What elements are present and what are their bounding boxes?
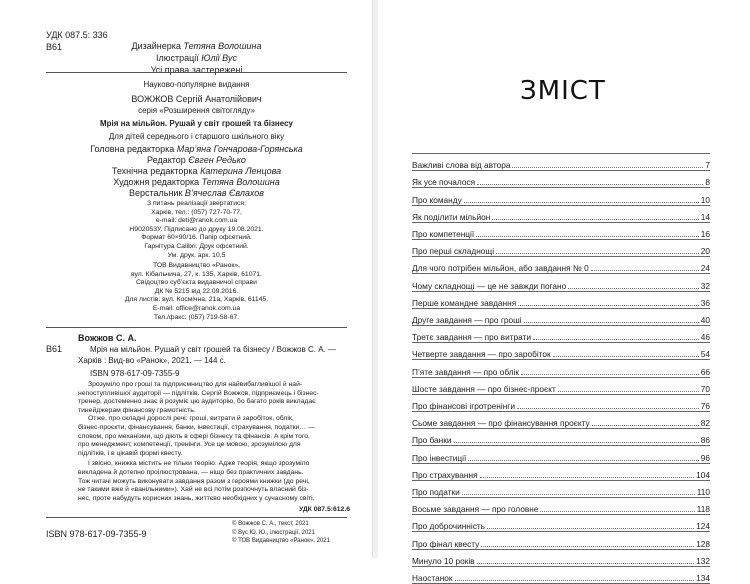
toc-entry[interactable] xyxy=(412,394,710,411)
toc-entry[interactable] xyxy=(412,153,710,170)
toc-entry-page: 7 xyxy=(705,160,710,171)
toc-entry-label: Сьоме завдання — про фінансування проєкту xyxy=(412,418,590,429)
toc-entry-label: Восьме завдання — про головне xyxy=(412,504,539,515)
credit-illustrations: Ілюстрації Юлії Вус xyxy=(156,53,237,63)
toc-leader-dots xyxy=(464,202,699,203)
udk-bottom: УДК 087.5:612.6 xyxy=(298,506,350,513)
toc-entry-page: 16 xyxy=(700,228,710,239)
toc-entry[interactable] xyxy=(412,291,710,308)
toc-leader-dots xyxy=(487,528,694,529)
toc-entry[interactable] xyxy=(412,428,710,445)
toc-entry-page: 24 xyxy=(700,263,710,274)
catalog-text-1: Мрія на мільйон. Рушай у світ грошей та бізнесу / Вожжов С. А. — xyxy=(90,345,336,354)
publisher-info: ТОВ Видавництво «Ранок», вул. Кібальчича, 27, к. 135, Харків, 61071. Свідоцтво суб’єкта видавничої справи ДК № 5215 від 22.09.2016. Для листів: вул. Космічна, 21а, Харків, 61145. E-mail: office@ranok.com.ua Тел./факс: (057) 719-58-67. xyxy=(124,262,269,321)
toc-leader-dots xyxy=(455,580,695,581)
toc-entry[interactable] xyxy=(412,514,710,531)
toc-entry[interactable] xyxy=(412,549,710,566)
toc-leader-dots xyxy=(512,167,703,168)
toc-entry-label: Важливі слова від автора xyxy=(412,160,511,171)
toc-leader-dots xyxy=(558,391,699,392)
toc-entry-label: Перше командне завдання xyxy=(412,297,517,308)
toc-entry-page: 104 xyxy=(696,469,710,480)
divider xyxy=(46,327,347,328)
toc-leader-dots xyxy=(591,270,699,271)
toc-entry-page: 82 xyxy=(700,418,710,429)
toc-entry-page: 54 xyxy=(700,349,710,360)
imprint-page xyxy=(0,0,372,558)
catalog-isbn: ISBN 978-617-09-7355-9 xyxy=(90,369,180,378)
toc-leader-dots xyxy=(492,219,698,220)
technical-editor: Технічна редакторка Катерина Ленцова xyxy=(111,166,282,176)
toc-entry[interactable] xyxy=(412,411,710,428)
toc-entry-page: 14 xyxy=(700,211,710,222)
toc-entry[interactable] xyxy=(412,566,710,583)
audience: Для дітей середнього і старшого шкільного віку xyxy=(108,132,285,141)
copyright-block: © Вожжов С. А., текст, 2021 © Вус Ю. Ю., ілюстрації, 2021 © ТОВ Видавництво «Ранок», 2021 xyxy=(232,521,330,544)
tech-info: З питань реалізації звертатися: Харків, тел.: (057) 727-70-77, e-mail: deti@ranok.com.ua Н902053У. Підписано до друку 19.08.2021. Формат 60×90/16. Папір офсетний. Гарнітура Calibri. Друк офсетний. Ум. друк. арк. 10,5 xyxy=(129,200,264,259)
editor: Редактор Євген Редько xyxy=(147,155,246,165)
toc-leader-dots xyxy=(540,511,694,512)
toc-entry-page: 132 xyxy=(696,555,710,566)
toc-leader-dots xyxy=(568,288,699,289)
toc-leader-dots xyxy=(553,356,699,357)
toc-entry-page: 124 xyxy=(696,521,710,532)
series-name: серія «Розширення світогляду» xyxy=(138,106,255,115)
toc-leader-dots xyxy=(476,236,699,237)
toc-entry[interactable] xyxy=(412,531,710,548)
toc-entry-page: 70 xyxy=(700,383,710,394)
toc-entry[interactable] xyxy=(412,256,710,273)
toc-entry-label: Про перші складнощі xyxy=(412,246,495,257)
edition-type: Науково-популярне видання xyxy=(143,80,250,89)
catalog-bbk: В61 xyxy=(46,344,63,354)
rights-line: Усі права застережені xyxy=(150,65,243,75)
divider xyxy=(46,72,347,73)
toc-entry-page: 40 xyxy=(700,314,710,325)
toc-entry[interactable] xyxy=(412,205,710,222)
toc-entry-label: Чому складнощі — це не завжди погано xyxy=(412,280,567,291)
toc-leader-dots xyxy=(462,494,695,495)
toc-entry-page: 128 xyxy=(696,538,710,549)
toc-entry-page: 20 xyxy=(700,246,710,257)
toc-entry-page: 86 xyxy=(700,435,710,446)
layout-designer: Верстальник В’ячеслав Євлахов xyxy=(128,188,265,198)
toc-leader-dots xyxy=(533,339,699,340)
toc-entry-page: 10 xyxy=(700,194,710,205)
toc-entry[interactable] xyxy=(412,377,710,394)
toc-entry-page: 76 xyxy=(700,400,710,411)
toc-entry[interactable] xyxy=(412,359,710,376)
toc-entry-label: Про компетенції xyxy=(412,228,475,239)
editor-chief: Головна редакторка Мар’яна Гончарова-Горянська xyxy=(90,144,303,154)
toc-entry-label: Про доброчинність xyxy=(412,521,485,532)
toc-entry-page: 96 xyxy=(700,452,710,463)
toc-entry-label: Як усе почалося xyxy=(412,177,476,188)
divider xyxy=(46,517,347,518)
toc-leader-dots xyxy=(480,477,695,478)
toc-title: ЗМІСТ xyxy=(520,76,606,106)
toc-entry-label: Про податки xyxy=(412,486,460,497)
toc-leader-dots xyxy=(518,305,699,306)
toc-entry-page: 32 xyxy=(700,280,710,291)
toc-leader-dots xyxy=(454,442,699,443)
toc-entry-label: Шосте завдання — про бізнес-проєкт xyxy=(412,383,556,394)
toc-entry-page: 66 xyxy=(700,366,710,377)
toc-entry-label: П’яте завдання — про облік xyxy=(412,366,520,377)
toc-entry-page: 118 xyxy=(696,504,710,515)
toc-entry-label: Четверте завдання — про заробіток xyxy=(412,349,551,360)
toc-entry-label: Про інвестиції xyxy=(412,452,467,463)
toc-entry[interactable] xyxy=(412,239,710,256)
toc-entry-page: 36 xyxy=(700,297,710,308)
toc-entry[interactable] xyxy=(412,325,710,342)
author-name: ВОЖЖОВ Сергій Анатолійович xyxy=(131,94,262,104)
toc-entry-label: Як поділити мільйон xyxy=(412,211,491,222)
catalog-abstract: Зрозуміло про гроші та підприємництво для найвибагливішої й най- непоступливішої аудиторії — підлітків. Сергій Вожжов, підприємець і бізнес- тренер, достеменно знає й розуміє цю аудиторію, бо багато років викладає тинейджерам фінансову грамотність. Отже, про складні дорослі речі: гроші, витрати й заробіток, облік, бізнес-проєкти, фінансування, банки, інвестиції, страхування, податки… — словом, про механізми, що діють в сфері бізнесу та фінансів. А крім того, про менеджмент, компетенції, тренінги. Усе це мовою, зрозумілою для підлітків, і в цікавій формі квесту. І звісно, книжка містить не тільки теорію. Адже теорія, якщо зрозуміло викладена й дотепно проілюстрована, — ніщо без практичних завдань. Тож читачі можуть виконувати завдання разом з героями книжки (до речі, не такими вже й «ванільними»). Хай не всі потім розпочнуть власний біз- нес, проте набудуть корисних знань, життєво необхідних у сучасному світі. xyxy=(78,381,319,502)
toc-entry-page: 8 xyxy=(705,177,710,188)
toc-entry-label: Про фінансові ігротренінги xyxy=(412,400,515,411)
toc-entry[interactable] xyxy=(412,222,710,239)
catalog-heading: Вожжов С. А. xyxy=(78,333,137,343)
toc-leader-dots xyxy=(481,546,694,547)
toc-entry-page: 46 xyxy=(700,332,710,343)
toc-entry[interactable] xyxy=(412,445,710,462)
toc-leader-dots xyxy=(524,322,699,323)
toc-leader-dots xyxy=(496,253,699,254)
toc-leader-dots xyxy=(477,184,703,185)
toc-entry-label: Друге завдання — про гроші xyxy=(412,314,522,325)
toc-entry-label: Про команду xyxy=(412,194,462,205)
toc-leader-dots xyxy=(468,460,698,461)
bbk-code: В61 xyxy=(46,42,63,52)
toc-entry-label: Минуло 10 років xyxy=(412,555,475,566)
toc-entry[interactable] xyxy=(412,480,710,497)
toc-leader-dots xyxy=(592,425,699,426)
catalog-text-2: Харків : Вид-во «Ранок», 2021. — 144 с. xyxy=(78,356,226,365)
toc-leader-dots xyxy=(517,408,699,409)
toc-entry-label: Про фінал квесту xyxy=(412,538,480,549)
toc-entry-label: Для чого потрібен мільйон, або завдання № 0 xyxy=(412,263,589,274)
toc-entry[interactable] xyxy=(412,308,710,325)
toc-entry-label: Наостанок xyxy=(412,572,453,583)
toc-entry[interactable] xyxy=(412,463,710,480)
toc-entry[interactable] xyxy=(412,187,710,204)
book-title: Мрія на мільйон. Рушай у світ грошей та бізнесу xyxy=(99,119,293,128)
toc-entry-page: 134 xyxy=(696,572,710,583)
toc-entry-label: Третє завдання — про витрати xyxy=(412,332,531,343)
toc-entry[interactable] xyxy=(412,497,710,514)
contents-page xyxy=(378,0,750,583)
udk-code: УДК 087.5: 336 xyxy=(46,30,108,40)
toc-leader-dots xyxy=(521,374,699,375)
toc-leader-dots xyxy=(477,563,695,564)
art-editor: Художня редакторка Тетяна Волошина xyxy=(113,177,280,187)
toc-entry-label: Про банки xyxy=(412,435,452,446)
toc-entry-page: 110 xyxy=(696,486,710,497)
toc-entry[interactable] xyxy=(412,170,710,187)
toc-entry-label: Про страхування xyxy=(412,469,478,480)
toc-entry[interactable] xyxy=(412,273,710,290)
isbn-bottom: ISBN 978-617-09-7355-9 xyxy=(46,529,147,539)
credit-designer: Дизайнерка Тетяна Волошина xyxy=(131,41,262,51)
toc-entry[interactable] xyxy=(412,342,710,359)
